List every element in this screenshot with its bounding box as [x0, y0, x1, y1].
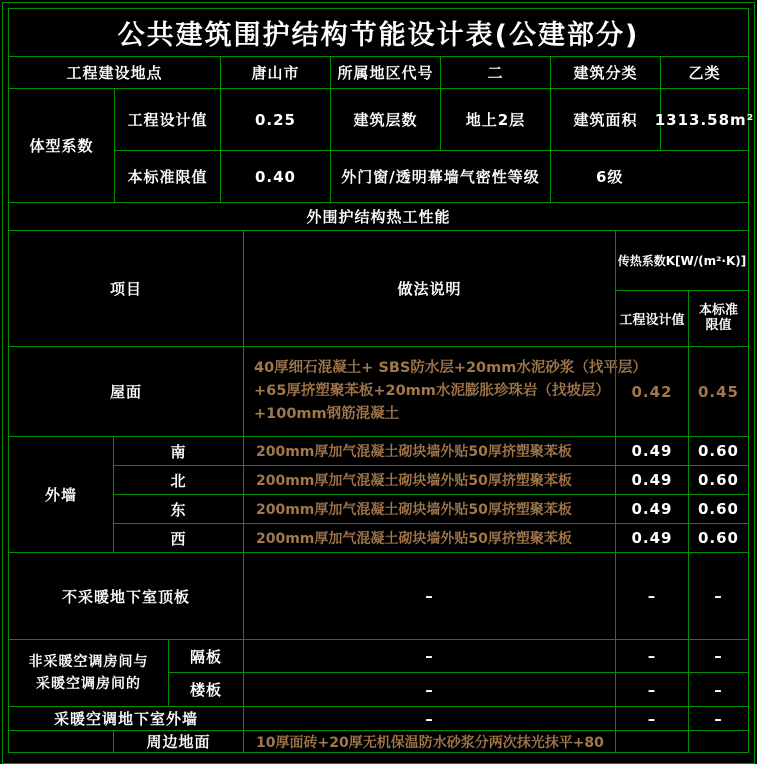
cell-limit-label: 本标准限值 [114, 150, 221, 203]
cell-design-value: 0.25 [220, 88, 331, 151]
row-basement-wall-design: – [615, 706, 689, 731]
wall-dir-north: 北 [113, 465, 244, 495]
roof-method-line: 40厚细石混凝土+ SBS防水层+20mm水泥砂浆（找平层） [254, 360, 647, 376]
wall-limit-east: 0.60 [688, 494, 749, 524]
row-ground-method: 10厚面砖+20厚无机保温防水砂浆分两次抹光抹平+80 [243, 730, 616, 753]
row-basement-ceiling-item: 不采暖地下室顶板 [8, 552, 244, 640]
row-wall-item: 外墙 [8, 436, 114, 553]
row-basement-wall-item: 采暖空调地下室外墙 [8, 706, 244, 731]
row-ground-sub: 周边地面 [113, 730, 244, 753]
cell-class-value: 乙类 [660, 56, 749, 89]
partition-design-louban: – [615, 672, 689, 707]
cell-limit-value: 0.40 [220, 150, 331, 203]
partition-method-geban: – [243, 639, 616, 673]
row-basement-ceiling-limit: – [688, 552, 749, 640]
cell-zone-label: 所属地区代号 [330, 56, 441, 89]
row-partition-item [8, 639, 169, 707]
wall-limit-west: 0.60 [688, 523, 749, 553]
cell-airtight-value: 6级 [550, 150, 749, 203]
wall-design-west: 0.49 [615, 523, 689, 553]
partition-method-louban: – [243, 672, 616, 707]
cell-site-value: 唐山市 [220, 56, 331, 89]
wall-method-west: 200mm厚加气混凝土砌块墙外贴50厚挤塑聚苯板 [243, 523, 616, 553]
cell-airtight-label: 外门窗/透明幕墙气密性等级 [330, 150, 551, 203]
row-roof-item: 屋面 [8, 346, 244, 437]
wall-design-north: 0.49 [615, 465, 689, 495]
header-limit-text: 本标准限值 [698, 302, 738, 333]
header-design-value: 工程设计值 [615, 290, 689, 347]
cell-design-label: 工程设计值 [114, 88, 221, 151]
roof-method-line: +100mm钢筋混凝土 [254, 406, 400, 422]
wall-method-south: 200mm厚加气混凝土砌块墙外贴50厚挤塑聚苯板 [243, 436, 616, 466]
cell-floors-label: 建筑层数 [330, 88, 441, 151]
cell-class-label: 建筑分类 [550, 56, 661, 89]
header-method: 做法说明 [243, 230, 616, 347]
cell-area-label: 建筑面积 [550, 88, 661, 151]
row-ground-limit [688, 730, 749, 753]
wall-dir-east: 东 [113, 494, 244, 524]
wall-design-east: 0.49 [615, 494, 689, 524]
wall-dir-west: 西 [113, 523, 244, 553]
header-k-unit: 传热系数K[W/(m²·K)] [615, 230, 749, 291]
row-roof-method [243, 346, 647, 437]
row-basement-wall-method: – [243, 706, 616, 731]
table-title: 公共建筑围护结构节能设计表(公建部分) [8, 8, 749, 57]
partition-limit-geban: – [688, 639, 749, 673]
partition-item-line2: 采暖空调房间的 [36, 676, 141, 692]
row-roof-design: 0.42 [615, 346, 689, 437]
cell-area-value: 1313.58m² [660, 88, 749, 151]
cell-zone-value: 二 [440, 56, 551, 89]
partition-sub-louban: 楼板 [168, 672, 244, 707]
row-basement-ceiling-method: – [243, 552, 616, 640]
wall-method-east: 200mm厚加气混凝土砌块墙外贴50厚挤塑聚苯板 [243, 494, 616, 524]
section-band: 外围护结构热工性能 [8, 202, 749, 231]
roof-method-line: +65厚挤塑聚苯板+20mm水泥膨胀珍珠岩（找坡层） [254, 383, 610, 399]
partition-sub-geban: 隔板 [168, 639, 244, 673]
row-ground-design [615, 730, 689, 753]
row-basement-ceiling-design: – [615, 552, 689, 640]
header-limit-value [688, 290, 749, 347]
wall-limit-south: 0.60 [688, 436, 749, 466]
partition-item-line1: 非采暖空调房间与 [28, 653, 149, 670]
cell-site-label: 工程建设地点 [8, 56, 221, 89]
partition-limit-louban: – [688, 672, 749, 707]
cell-floors-value: 地上2层 [440, 88, 551, 151]
wall-limit-north: 0.60 [688, 465, 749, 495]
wall-design-south: 0.49 [615, 436, 689, 466]
header-item: 项目 [8, 230, 244, 347]
wall-dir-south: 南 [113, 436, 244, 466]
row-roof-limit: 0.45 [688, 346, 749, 437]
wall-method-north: 200mm厚加气混凝土砌块墙外贴50厚挤塑聚苯板 [243, 465, 616, 495]
partition-design-geban: – [615, 639, 689, 673]
cell-shape-label: 体型系数 [8, 88, 115, 203]
row-basement-wall-limit: – [688, 706, 749, 731]
row-ground-item [8, 730, 114, 753]
